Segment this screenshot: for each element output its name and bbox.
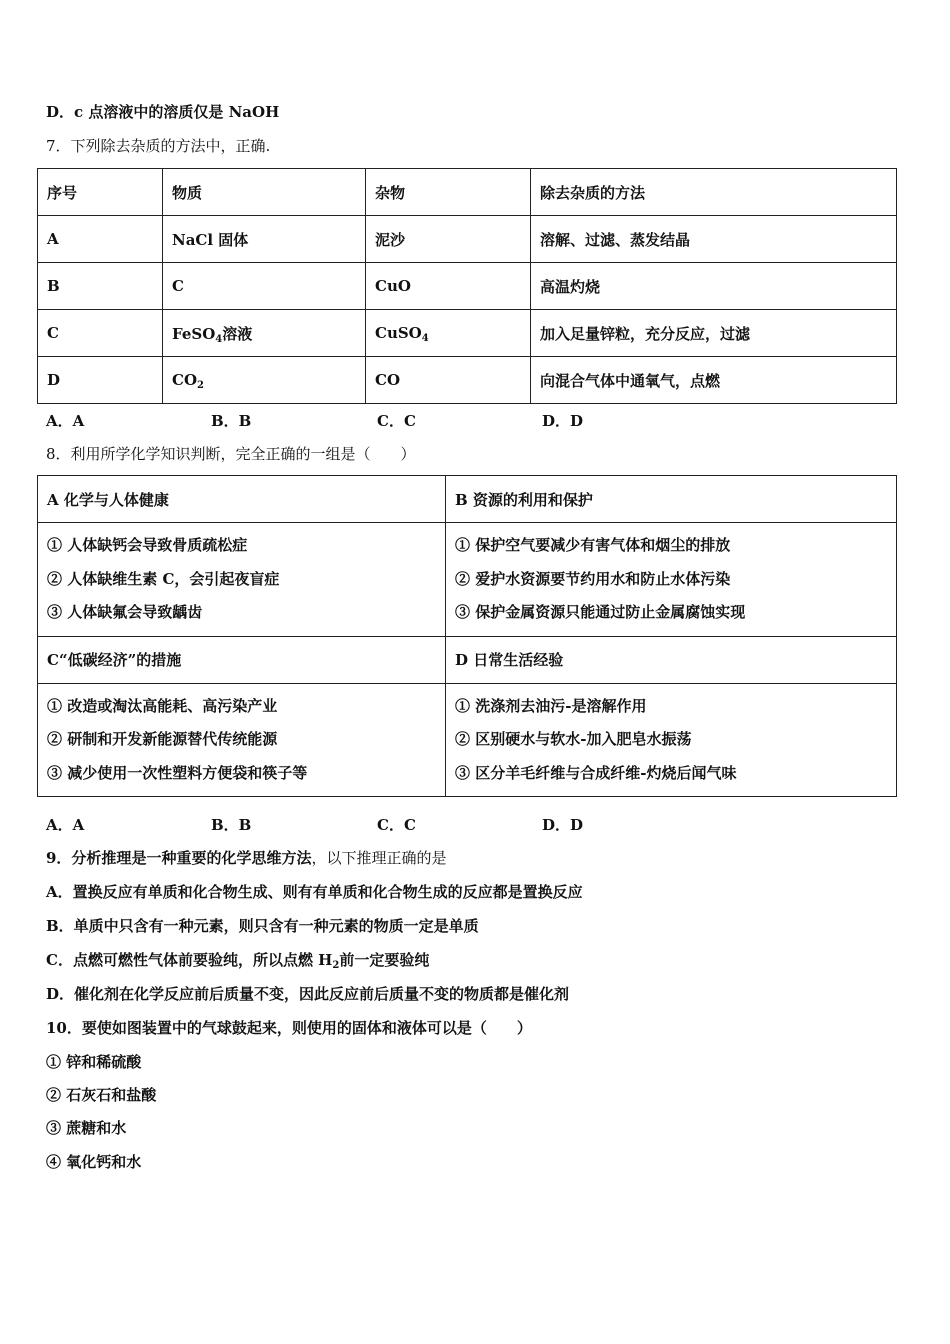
table-row <box>38 357 897 404</box>
formula-subscript: 2 <box>332 960 340 971</box>
group-c-items <box>38 683 446 797</box>
header-cell: 杂物 <box>366 169 531 216</box>
row-method: 加入足量锌粒，充分反应，过滤 <box>531 310 897 357</box>
q10-stem: 10．要使如图装置中的气球鼓起来，则使用的固体和液体可以是（ ） <box>46 1019 532 1037</box>
row-method: 溶解、过滤、蒸发结晶 <box>531 216 897 263</box>
q7-option-b: B．B <box>211 412 252 430</box>
q9-stem <box>46 848 446 868</box>
group-d-title: D 日常生活经验 <box>446 636 897 683</box>
list-item: ① 保护空气要减少有害气体和烟尘的排放 <box>455 536 731 554</box>
list-item: ③ 人体缺氟会导致龋齿 <box>47 603 203 621</box>
row-method: 高温灼烧 <box>531 263 897 310</box>
list-item: ① 人体缺钙会导致骨质疏松症 <box>47 536 248 554</box>
q7-stem: 7．下列除去杂质的方法中，正确. <box>46 137 271 155</box>
formula-main: CO <box>172 371 198 389</box>
list-item: ② 人体缺维生素 C，会引起夜盲症 <box>47 569 280 588</box>
group-c-title: C“低碳经济”的措施 <box>38 636 446 683</box>
group-d-items <box>446 683 897 797</box>
q8-option-c: C．C <box>377 816 416 834</box>
formula-tail: 溶液 <box>222 324 253 343</box>
q8-table <box>37 475 897 797</box>
list-item: ③ 保护金属资源只能通过防止金属腐蚀实现 <box>455 603 746 621</box>
table-header-row <box>38 169 897 216</box>
q7-option-a: A．A <box>46 412 85 430</box>
header-cell: 除去杂质的方法 <box>531 169 897 216</box>
row-id: B <box>38 263 163 310</box>
q8-stem: 8．利用所学化学知识判断，完全正确的一组是（ ） <box>46 445 416 463</box>
row-impurity: CO <box>366 357 531 404</box>
list-item: ① 改造或淘汰高能耗、高污染产业 <box>47 696 278 715</box>
group-a-items <box>38 523 446 637</box>
header-cell: 序号 <box>38 169 163 216</box>
table-row <box>38 476 897 523</box>
row-impurity: 泥沙 <box>366 216 531 263</box>
formula-main: CuSO <box>375 324 422 342</box>
table-row <box>38 216 897 263</box>
q8-option-a: A．A <box>46 816 85 834</box>
list-item: ② 研制和开发新能源替代传统能源 <box>47 730 278 748</box>
table-row <box>38 636 897 683</box>
row-impurity: CuO <box>366 263 531 310</box>
table-row <box>38 523 897 637</box>
row-substance: NaCl 固体 <box>163 216 366 263</box>
row-substance <box>163 310 366 357</box>
q9-option-a: A．置换反应有单质和化合物生成、则有有单质和化合物生成的反应都是置换反应 <box>46 883 583 901</box>
list-item: ② 爱护水资源要节约用水和防止水体污染 <box>455 569 731 588</box>
q9-stem-part2: ，以下推理正确的是 <box>311 849 447 867</box>
q7-option-c: C．C <box>377 412 416 430</box>
group-a-title: A 化学与人体健康 <box>38 476 446 523</box>
row-impurity <box>366 310 531 357</box>
row-id: A <box>38 216 163 263</box>
q10-item-2: ② 石灰石和盐酸 <box>46 1086 157 1104</box>
q9-stem-part1: 9．分析推理是一种重要的化学思维方法 <box>46 849 312 867</box>
q6-option-d: D．c 点溶液中的溶质仅是 NaOH <box>46 103 280 121</box>
row-method: 向混合气体中通氧气，点燃 <box>531 357 897 404</box>
q7-option-d: D．D <box>542 412 584 430</box>
option-text: C．点燃可燃性气体前要验纯，所以点燃 H <box>46 951 333 969</box>
formula-subscript: 2 <box>197 380 204 391</box>
table-row <box>38 310 897 357</box>
q9-option-d: D．催化剂在化学反应前后质量不变，因此反应前后质量不变的物质都是催化剂 <box>46 985 570 1003</box>
q9-option-b: B．单质中只含有一种元素，则只含有一种元素的物质一定是单质 <box>46 917 479 935</box>
group-b-title: B 资源的利用和保护 <box>446 476 897 523</box>
q7-table <box>37 168 897 404</box>
row-substance: C <box>163 263 366 310</box>
option-text-tail: 前一定要验纯 <box>339 951 430 969</box>
formula-subscript: 4 <box>421 333 429 344</box>
list-item: ③ 减少使用一次性塑料方便袋和筷子等 <box>47 763 308 782</box>
formula-main: FeSO <box>172 324 216 343</box>
q8-option-d: D．D <box>542 816 584 834</box>
header-cell: 物质 <box>163 169 366 216</box>
q10-item-3: ③ 蔗糖和水 <box>46 1119 127 1137</box>
q8-option-b: B．B <box>211 816 252 834</box>
q9-option-c <box>46 950 429 970</box>
row-id: C <box>38 310 163 357</box>
table-row <box>38 683 897 797</box>
group-b-items <box>446 523 897 637</box>
row-id: D <box>38 357 163 404</box>
list-item: ③ 区分羊毛纤维与合成纤维-灼烧后闻气味 <box>455 763 737 782</box>
list-item: ② 区别硬水与软水-加入肥皂水振荡 <box>455 730 692 748</box>
table-row <box>38 263 897 310</box>
row-substance <box>163 357 366 404</box>
list-item: ① 洗涤剂去油污-是溶解作用 <box>455 696 647 715</box>
q10-item-1: ① 锌和稀硫酸 <box>46 1053 142 1071</box>
q10-item-4: ④ 氧化钙和水 <box>46 1153 142 1171</box>
formula-subscript: 4 <box>215 333 223 345</box>
